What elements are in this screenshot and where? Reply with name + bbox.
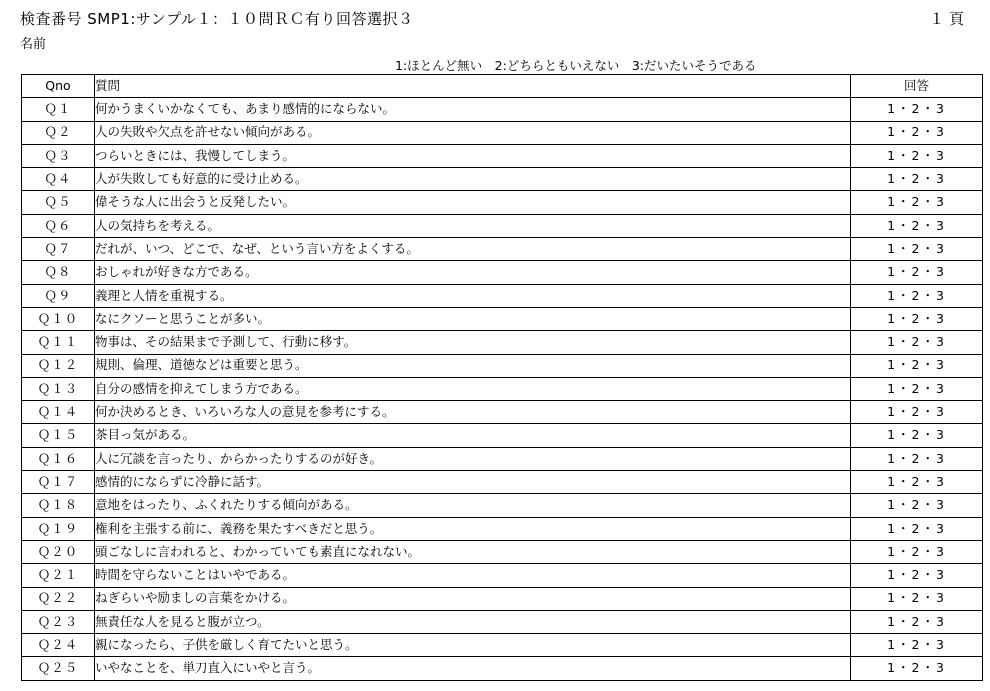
table-row: [22, 331, 983, 354]
question-number: Ｑ１３: [22, 377, 95, 400]
table-header-row: [22, 75, 983, 98]
question-number: Ｑ１７: [22, 471, 95, 494]
question-text: なにクソーと思うことが多い。: [95, 307, 851, 330]
question-number: Ｑ２４: [22, 634, 95, 657]
answer-choices: 1・2・3: [851, 610, 983, 633]
table-row: [22, 540, 983, 563]
answer-choices: 1・2・3: [851, 471, 983, 494]
answer-legend: 1:ほとんど無い 2:どちらともいえない 3:だいたいそうである: [395, 58, 757, 73]
question-text: 何か決めるとき、いろいろな人の意見を参考にする。: [95, 401, 851, 424]
question-number: Ｑ８: [22, 261, 95, 284]
document-title: 検査番号 SMP1:サンプル１：１０問ＲＣ有り回答選択３: [20, 10, 414, 28]
table-row: [22, 168, 983, 191]
table-row: [22, 191, 983, 214]
answer-choices: 1・2・3: [851, 657, 983, 680]
question-number: Ｑ４: [22, 168, 95, 191]
question-text: 感情的にならずに冷静に話す。: [95, 471, 851, 494]
question-text: 人に冗談を言ったり、からかったりするのが好き。: [95, 447, 851, 470]
question-text: 義理と人情を重視する。: [95, 284, 851, 307]
answer-choices: 1・2・3: [851, 634, 983, 657]
question-text: 時間を守らないことはいやである。: [95, 564, 851, 587]
question-table: [21, 74, 983, 681]
question-text: 茶目っ気がある。: [95, 424, 851, 447]
question-number: Ｑ１２: [22, 354, 95, 377]
question-number: Ｑ７: [22, 238, 95, 261]
question-text: 人の気持ちを考える。: [95, 214, 851, 237]
table-row: [22, 377, 983, 400]
question-text: 自分の感情を抑えてしまう方である。: [95, 377, 851, 400]
table-row: [22, 98, 983, 121]
question-text: 何かうまくいかなくても、あまり感情的にならない。: [95, 98, 851, 121]
answer-choices: 1・2・3: [851, 401, 983, 424]
table-row: [22, 494, 983, 517]
question-text: 頭ごなしに言われると、わかっていても素直になれない。: [95, 540, 851, 563]
answer-choices: 1・2・3: [851, 191, 983, 214]
answer-choices: 1・2・3: [851, 284, 983, 307]
answer-choices: 1・2・3: [851, 98, 983, 121]
question-text: 物事は、その結果まで予測して、行動に移す。: [95, 331, 851, 354]
table-row: [22, 564, 983, 587]
answer-choices: 1・2・3: [851, 494, 983, 517]
table-row: [22, 634, 983, 657]
page-number: １ 頁: [929, 10, 964, 28]
answer-choices: 1・2・3: [851, 377, 983, 400]
question-text: 規則、倫理、道徳などは重要と思う。: [95, 354, 851, 377]
table-row: [22, 657, 983, 680]
header-answer: 回答: [851, 75, 983, 98]
question-text: だれが、いつ、どこで、なぜ、という言い方をよくする。: [95, 238, 851, 261]
question-number: Ｑ２０: [22, 540, 95, 563]
answer-choices: 1・2・3: [851, 331, 983, 354]
table-row: [22, 121, 983, 144]
question-text: 権利を主張する前に、義務を果たすべきだと思う。: [95, 517, 851, 540]
table-row: [22, 261, 983, 284]
table-row: [22, 471, 983, 494]
header-qno: Qno: [22, 75, 95, 98]
table-row: [22, 354, 983, 377]
question-number: Ｑ１６: [22, 447, 95, 470]
question-number: Ｑ２３: [22, 610, 95, 633]
answer-choices: 1・2・3: [851, 238, 983, 261]
question-number: Ｑ１９: [22, 517, 95, 540]
question-number: Ｑ１８: [22, 494, 95, 517]
question-number: Ｑ２５: [22, 657, 95, 680]
table-row: [22, 238, 983, 261]
question-text: 人の失敗や欠点を許せない傾向がある。: [95, 121, 851, 144]
answer-choices: 1・2・3: [851, 354, 983, 377]
question-text: つらいときには、我慢してしまう。: [95, 144, 851, 167]
question-text: 親になったら、子供を厳しく育てたいと思う。: [95, 634, 851, 657]
name-label: 名前: [20, 37, 47, 52]
answer-choices: 1・2・3: [851, 424, 983, 447]
answer-choices: 1・2・3: [851, 447, 983, 470]
answer-choices: 1・2・3: [851, 261, 983, 284]
question-number: Ｑ５: [22, 191, 95, 214]
answer-choices: 1・2・3: [851, 168, 983, 191]
question-number: Ｑ１４: [22, 401, 95, 424]
question-number: Ｑ１: [22, 98, 95, 121]
answer-choices: 1・2・3: [851, 144, 983, 167]
answer-choices: 1・2・3: [851, 517, 983, 540]
question-number: Ｑ２: [22, 121, 95, 144]
table-row: [22, 587, 983, 610]
question-number: Ｑ１１: [22, 331, 95, 354]
question-text: 偉そうな人に出会うと反発したい。: [95, 191, 851, 214]
answer-choices: 1・2・3: [851, 564, 983, 587]
table-row: [22, 610, 983, 633]
question-text: 無責任な人を見ると腹が立つ。: [95, 610, 851, 633]
question-text: 人が失敗しても好意的に受け止める。: [95, 168, 851, 191]
answer-choices: 1・2・3: [851, 307, 983, 330]
question-number: Ｑ２２: [22, 587, 95, 610]
table-row: [22, 284, 983, 307]
answer-choices: 1・2・3: [851, 214, 983, 237]
table-row: [22, 307, 983, 330]
table-row: [22, 401, 983, 424]
question-number: Ｑ３: [22, 144, 95, 167]
question-text: いやなことを、単刀直入にいやと言う。: [95, 657, 851, 680]
table-row: [22, 144, 983, 167]
question-text: ねぎらいや励ましの言葉をかける。: [95, 587, 851, 610]
answer-choices: 1・2・3: [851, 540, 983, 563]
question-number: Ｑ９: [22, 284, 95, 307]
question-number: Ｑ２１: [22, 564, 95, 587]
answer-choices: 1・2・3: [851, 121, 983, 144]
answer-choices: 1・2・3: [851, 587, 983, 610]
question-text: 意地をはったり、ふくれたりする傾向がある。: [95, 494, 851, 517]
table-row: [22, 424, 983, 447]
question-number: Ｑ６: [22, 214, 95, 237]
question-text: おしゃれが好きな方である。: [95, 261, 851, 284]
question-number: Ｑ１０: [22, 307, 95, 330]
header-question: 質問: [95, 75, 851, 98]
table-row: [22, 447, 983, 470]
question-number: Ｑ１５: [22, 424, 95, 447]
table-row: [22, 517, 983, 540]
table-row: [22, 214, 983, 237]
